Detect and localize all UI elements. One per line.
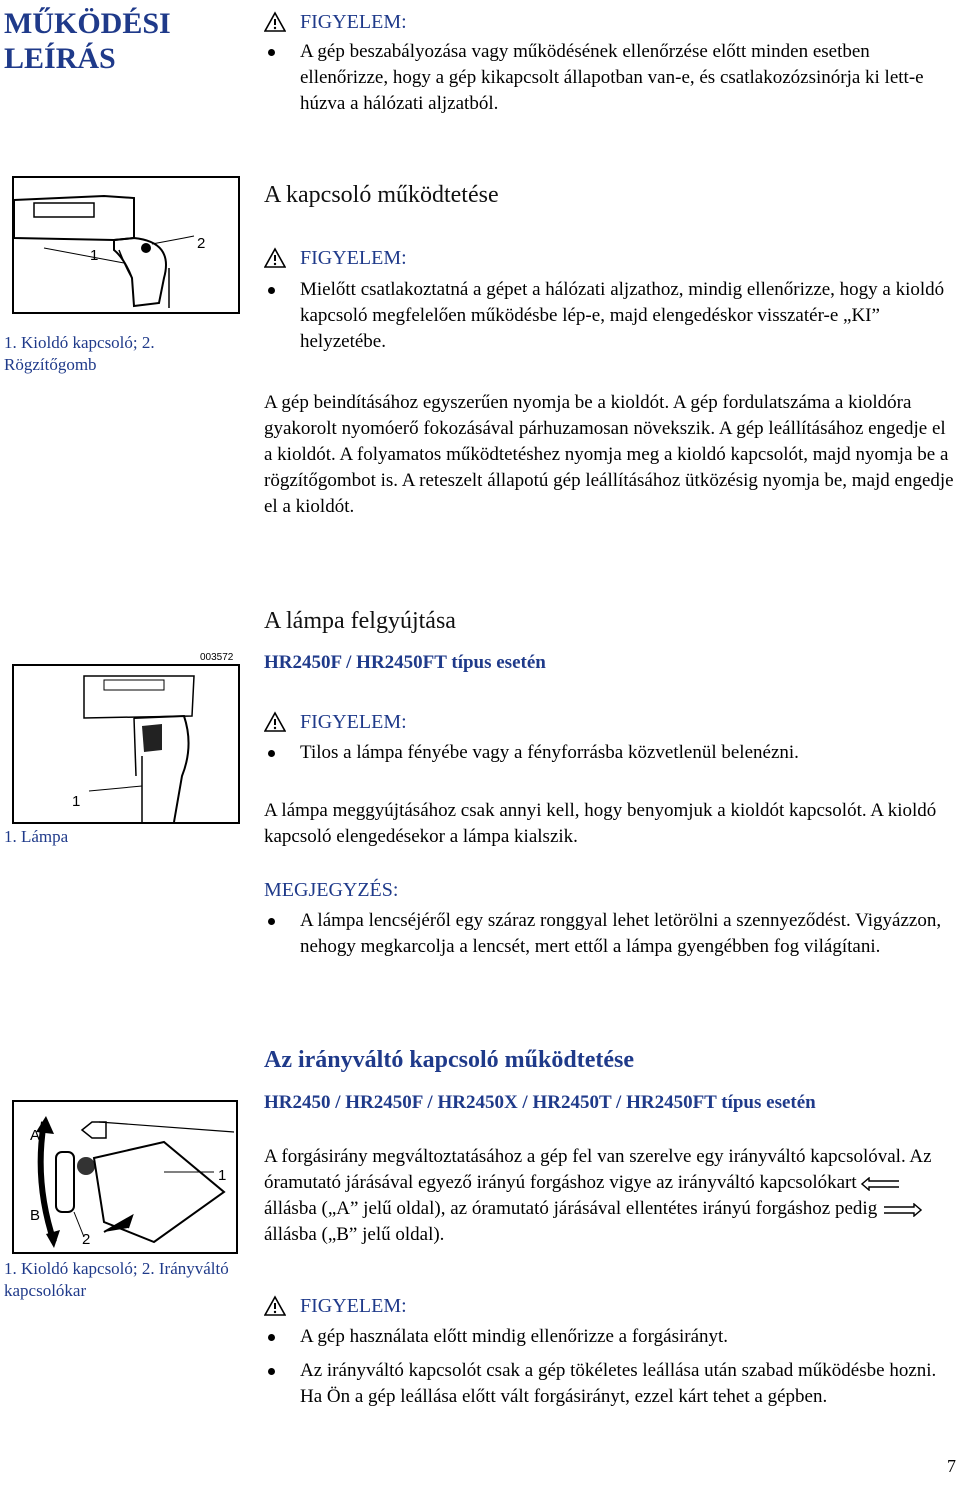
reverse-warning xyxy=(264,1294,954,1410)
lamp-warning-heading xyxy=(264,710,954,734)
top-warning-list xyxy=(264,39,954,117)
warning-icon xyxy=(264,11,286,33)
arrow-right-icon xyxy=(882,1203,922,1217)
top-warning-item: A gép beszabályozása vagy működésének ellenőrzése előtt minden esetben ellenőrizze, hogy a gép kikapcsolt állapotban van-e, és csatlakozózsinórja ki lett-e húzva a hálózati aljzatból. xyxy=(264,39,954,117)
note-label: MEGJEGYZÉS: xyxy=(264,879,399,901)
reverse-drawing xyxy=(14,1102,236,1252)
warning-label: FIGYELEM: xyxy=(300,1295,407,1317)
lamp-figure xyxy=(12,664,240,824)
reverse-figure-label-1: 1 xyxy=(218,1167,227,1184)
warning-label: FIGYELEM: xyxy=(300,247,407,269)
switch-warning-heading xyxy=(264,246,954,270)
reverse-section-subtitle: HR2450 / HR2450F / HR2450X / HR2450T / HR2450FT típus esetén xyxy=(264,1092,816,1113)
reverse-body-part3: állásba („B” jelű oldal). xyxy=(264,1224,445,1245)
switch-figure-label-2: 2 xyxy=(197,235,206,252)
reverse-body-part1: A forgásirány megváltoztatásához a gép fel van szerelve egy irányváltó kapcsolóval. Az óramutató járásával egyező irányú forgáshoz vigye az irányváltó kapcsolókart xyxy=(264,1146,932,1193)
reverse-body xyxy=(264,1144,954,1248)
warning-label: FIGYELEM: xyxy=(300,11,407,33)
switch-warning-item: Mielőtt csatlakoztatná a gépet a hálózati aljzathoz, mindig ellenőrizze, hogy a kioldó kapcsoló megfelelően működésbe lép-e, majd elengedéskor visszatér-e „KI” helyzetébe. xyxy=(264,277,954,355)
page-title-line1: MŰKÖDÉSI xyxy=(4,7,171,40)
lamp-drawing xyxy=(14,666,238,822)
reverse-warning-item-1: A gép használata előtt mindig ellenőrizze a forgásirányt. xyxy=(264,1324,954,1350)
warning-icon xyxy=(264,247,286,269)
page-title-line2: LEÍRÁS xyxy=(4,42,116,75)
lamp-warning-list xyxy=(264,740,954,766)
page-title xyxy=(4,6,171,76)
reverse-warning-item-2: Az irányváltó kapcsolót csak a gép tökéletes leállása után szabad működésbe hozni. Ha Ön a gép leállása előtt vált forgásirányt, ezzel kárt tehet a gépben. xyxy=(264,1358,954,1410)
lamp-note-list xyxy=(264,908,954,960)
top-warning xyxy=(264,10,954,117)
switch-warning-list xyxy=(264,277,954,355)
switch-body: A gép beindításához egyszerűen nyomja be a kioldót. A gép fordulatszáma a kioldóra gyakorolt nyomóerő fokozásával párhuzamosan növekszik. A gép leállításához engedje el a kioldót. A folyamatos működtetéshez nyomja meg a kioldó kapcsolót, majd nyomja be a rögzítőgombot is. A reteszelt állapotú gép leállításához ütközésig nyomja be, majd engedje el a kioldót. xyxy=(264,392,954,517)
reverse-figure-caption: 1. Kioldó kapcsoló; 2. Irányváltó kapcsolókar xyxy=(4,1259,229,1300)
lamp-body: A lámpa meggyújtásához csak annyi kell, hogy benyomjuk a kioldót kapcsolót. A kioldó kapcsoló elengedésekor a lámpa kialszik. xyxy=(264,800,937,847)
reverse-warning-list xyxy=(264,1324,954,1410)
lamp-section-title: A lámpa felgyújtása xyxy=(264,608,456,634)
lamp-warning xyxy=(264,710,954,766)
reverse-warning-heading xyxy=(264,1294,954,1318)
arrow-left-icon xyxy=(861,1177,901,1191)
reverse-figure-label-2: 2 xyxy=(82,1231,91,1248)
warning-icon xyxy=(264,1295,286,1317)
reverse-figure-label-b: B xyxy=(30,1207,41,1224)
warning-icon xyxy=(264,711,286,733)
reverse-section-title: Az irányváltó kapcsoló működtetése xyxy=(264,1047,634,1073)
lamp-section-subtitle: HR2450F / HR2450FT típus esetén xyxy=(264,652,546,673)
lamp-note xyxy=(264,878,954,960)
warning-label: FIGYELEM: xyxy=(300,711,407,733)
switch-figure-label-1: 1 xyxy=(90,247,99,264)
switch-figure xyxy=(12,176,240,314)
switch-section-title: A kapcsoló működtetése xyxy=(264,182,499,208)
lamp-figure-code: 003572 xyxy=(200,652,234,663)
reverse-figure xyxy=(12,1100,238,1254)
lamp-warning-item: Tilos a lámpa fényébe vagy a fényforrásba közvetlenül belenézni. xyxy=(264,740,954,766)
switch-drawing xyxy=(14,178,238,312)
reverse-figure-label-a: A xyxy=(30,1127,41,1144)
reverse-body-part2: állásba („A” jelű oldal), az óramutató járásával ellentétes irányú forgáshoz pedig xyxy=(264,1198,878,1219)
lamp-figure-label-1: 1 xyxy=(72,793,81,810)
page-number: 7 xyxy=(947,1456,956,1476)
switch-warning xyxy=(264,246,954,355)
lamp-note-item: A lámpa lencséjéről egy száraz ronggyal lehet letörölni a szennyeződést. Vigyázzon, nehogy megkarcolja a lencsét, mert ettől a lámpa gyengébben fog világítani. xyxy=(264,908,954,960)
switch-figure-caption: 1. Kioldó kapcsoló; 2. Rögzítőgomb xyxy=(4,333,155,374)
top-warning-heading xyxy=(264,10,954,34)
lamp-figure-caption: 1. Lámpa xyxy=(4,827,69,846)
